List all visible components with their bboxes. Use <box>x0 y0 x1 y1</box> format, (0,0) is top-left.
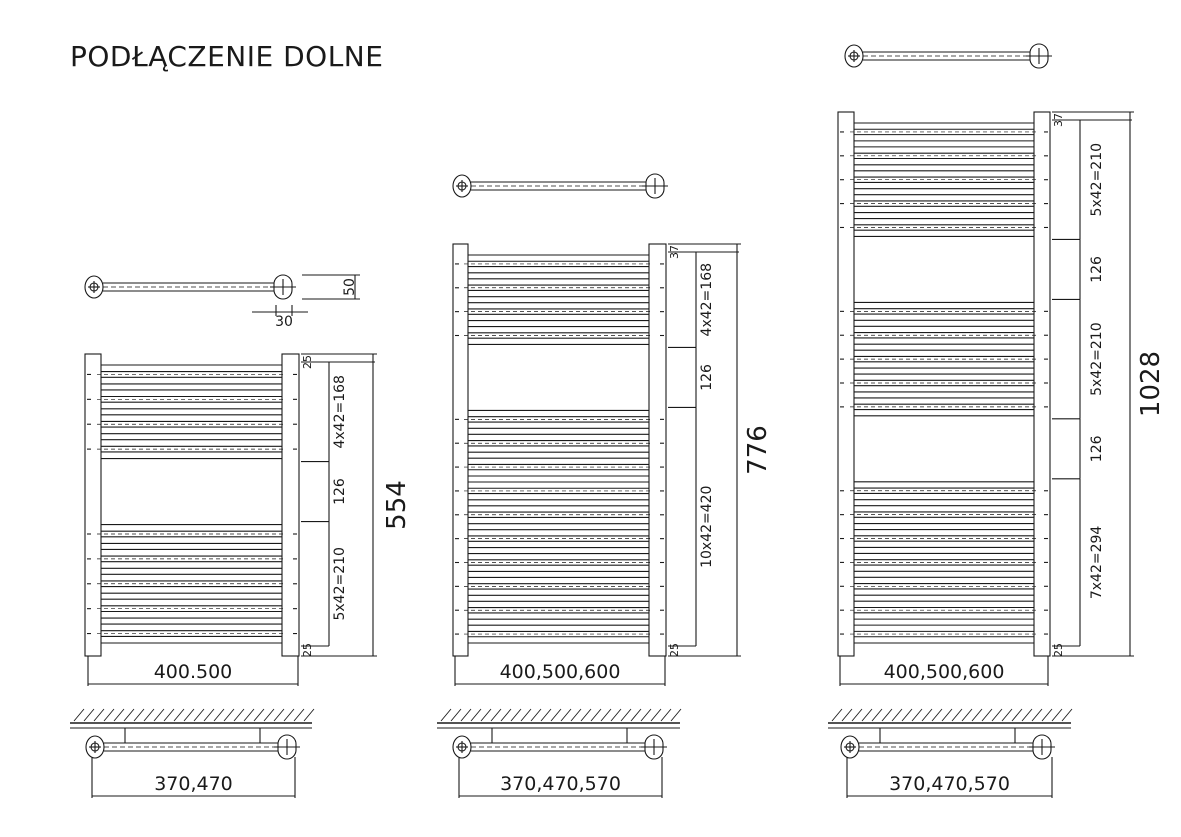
top-margin-label: 25 <box>301 355 314 369</box>
plan-view-pipe <box>86 735 300 759</box>
wall-hatch <box>491 709 501 721</box>
wall-hatch <box>471 709 481 721</box>
wall-hatch <box>184 709 194 721</box>
wall-hatch <box>1002 709 1012 721</box>
plan-view-pipe <box>453 735 667 759</box>
wall-hatch <box>842 709 852 721</box>
wall-hatch <box>661 709 671 721</box>
wall-hatch <box>561 709 571 721</box>
radiator-unit <box>828 44 1166 798</box>
wall-hatch <box>862 709 872 721</box>
wall-hatch <box>631 709 641 721</box>
wall-hatch <box>461 709 471 721</box>
radiators-layer <box>70 44 1166 798</box>
overall-width-label: 400,500,600 <box>499 661 621 683</box>
wall-hatch <box>224 709 234 721</box>
wall-hatch <box>154 709 164 721</box>
wall-hatch <box>481 709 491 721</box>
wall-hatch <box>104 709 114 721</box>
bracket-height-label: 50 <box>342 278 358 296</box>
wall-hatch <box>992 709 1002 721</box>
wall-hatch <box>952 709 962 721</box>
wall-hatch <box>204 709 214 721</box>
wall-hatch <box>621 709 631 721</box>
wall-hatch <box>1022 709 1032 721</box>
wall-hatch <box>892 709 902 721</box>
tube-group-label: 4x42=168 <box>332 375 348 449</box>
wall-hatch <box>1012 709 1022 721</box>
wall-hatch <box>882 709 892 721</box>
wall-hatch <box>294 709 304 721</box>
right-rail <box>649 244 666 656</box>
wall-hatch <box>174 709 184 721</box>
wall-hatch <box>144 709 154 721</box>
connection-spacing-label: 370,470 <box>154 773 233 795</box>
wall-hatch <box>74 709 84 721</box>
wall-hatch <box>254 709 264 721</box>
bottom-margin-label: 25 <box>1052 643 1065 657</box>
radiator-unit <box>437 174 773 798</box>
right-rail <box>1034 112 1050 656</box>
wall-hatch <box>1032 709 1042 721</box>
wall-hatch <box>651 709 661 721</box>
wall-hatch <box>601 709 611 721</box>
wall-hatch <box>671 709 681 721</box>
top-margin-label: 37 <box>668 245 681 259</box>
wall-hatch <box>832 709 842 721</box>
wall-hatch <box>591 709 601 721</box>
tube-group-label: 10x42=420 <box>699 485 715 568</box>
wall-hatch <box>872 709 882 721</box>
overall-height-label: 554 <box>382 480 412 530</box>
wall-hatch <box>581 709 591 721</box>
wall-hatch <box>124 709 134 721</box>
wall-hatch <box>942 709 952 721</box>
left-rail <box>453 244 468 656</box>
wall-hatch <box>531 709 541 721</box>
wall-hatch <box>551 709 561 721</box>
wall-hatch <box>912 709 922 721</box>
wall-hatch <box>164 709 174 721</box>
wall-hatch <box>611 709 621 721</box>
wall-hatch <box>451 709 461 721</box>
wall-hatch <box>1062 709 1072 721</box>
wall-hatch <box>94 709 104 721</box>
gap-label: 126 <box>699 364 715 391</box>
wall-hatch <box>521 709 531 721</box>
tube-group-label: 5x42=210 <box>1089 322 1105 396</box>
radiator-unit <box>70 275 412 798</box>
wall-hatch <box>1052 709 1062 721</box>
overall-height-label: 776 <box>743 425 773 475</box>
wall-hatch <box>214 709 224 721</box>
wall-hatch <box>264 709 274 721</box>
overall-width-label: 400,500,600 <box>883 661 1005 683</box>
wall-hatch <box>501 709 511 721</box>
wall-hatch <box>641 709 651 721</box>
tube-group-label: 5x42=210 <box>332 547 348 621</box>
gap-label: 126 <box>1089 435 1105 463</box>
wall-hatch <box>84 709 94 721</box>
wall-hatch <box>972 709 982 721</box>
bottom-margin-label: 25 <box>668 643 681 657</box>
plan-view-pipe <box>841 735 1055 759</box>
wall-hatch <box>541 709 551 721</box>
connection-spacing-label: 370,470,570 <box>889 773 1010 795</box>
wall-hatch <box>134 709 144 721</box>
wall-hatch <box>852 709 862 721</box>
top-view-bracket <box>845 44 1052 68</box>
wall-hatch <box>902 709 912 721</box>
wall-hatch <box>441 709 451 721</box>
wall-hatch <box>982 709 992 721</box>
bottom-margin-label: 25 <box>301 643 314 657</box>
top-view-bracket <box>85 275 296 299</box>
left-rail <box>838 112 854 656</box>
wall-hatch <box>274 709 284 721</box>
wall-hatch <box>234 709 244 721</box>
top-view-bracket <box>453 174 668 198</box>
overall-height-label: 1028 <box>1136 350 1166 418</box>
wall-hatch <box>194 709 204 721</box>
wall-hatch <box>511 709 521 721</box>
wall-hatch <box>922 709 932 721</box>
wall-hatch <box>284 709 294 721</box>
tube-group-label: 4x42=168 <box>699 262 715 337</box>
wall-hatch <box>244 709 254 721</box>
wall-hatch <box>962 709 972 721</box>
gap-label: 126 <box>1089 256 1105 283</box>
tube-group-label: 5x42=210 <box>1089 142 1105 217</box>
wall-hatch <box>1042 709 1052 721</box>
gap-label: 126 <box>332 478 348 505</box>
wall-hatch <box>571 709 581 721</box>
top-margin-label: 37 <box>1052 113 1065 127</box>
page-title: PODŁĄCZENIE DOLNE <box>70 40 384 73</box>
bracket-offset-label: 30 <box>275 314 293 330</box>
wall-hatch <box>932 709 942 721</box>
tube-group-label: 7x42=294 <box>1089 525 1105 600</box>
wall-hatch <box>114 709 124 721</box>
connection-spacing-label: 370,470,570 <box>500 773 621 795</box>
overall-width-label: 400.500 <box>153 661 233 683</box>
wall-hatch <box>304 709 314 721</box>
